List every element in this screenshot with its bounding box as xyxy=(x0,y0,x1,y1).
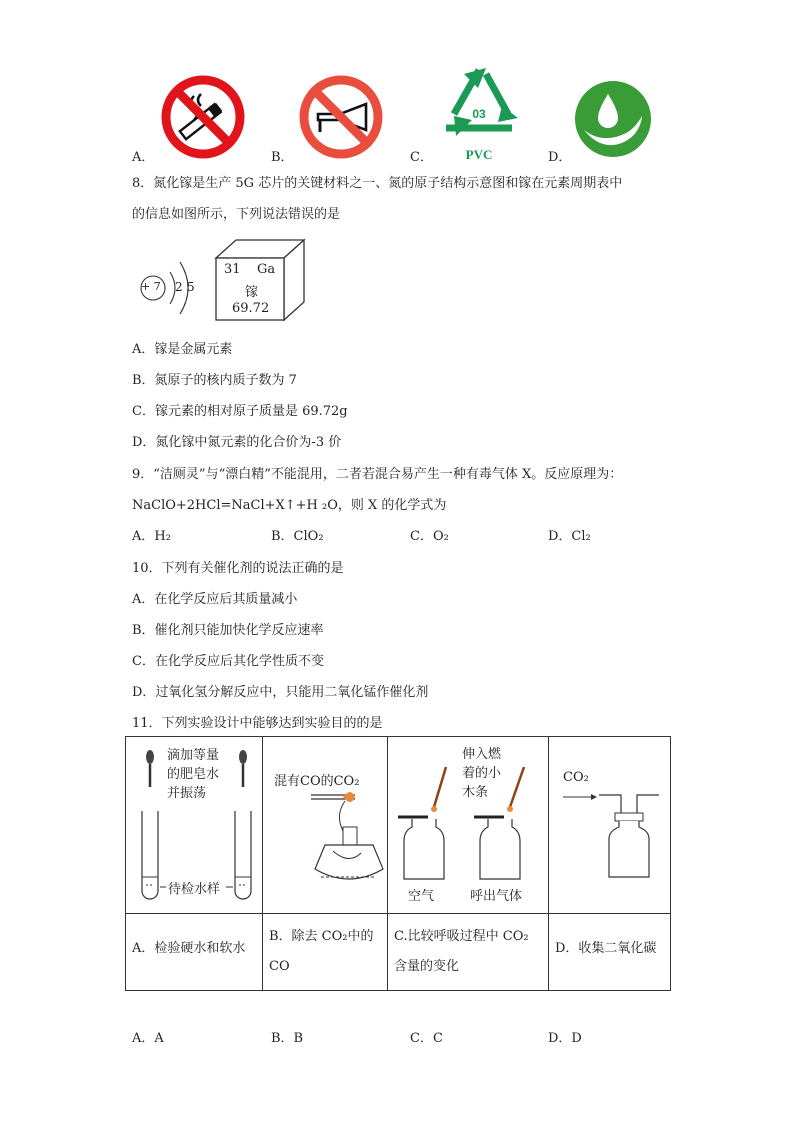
q9-stem-1: 9．“洁厕灵”与“漂白精”不能混用，二者若混合易产生一种有毒气体 X。反应原理为： xyxy=(132,467,623,482)
element-number: 31 xyxy=(224,262,241,277)
q8-option-a[interactable]: A．镓是金属元素 xyxy=(132,342,233,357)
q10-stem: 10．下列有关催化剂的说法正确的是 xyxy=(132,561,344,576)
fig-d-label: CO₂ xyxy=(563,770,589,785)
q7-option-c-letter[interactable]: C． xyxy=(410,150,433,165)
caption-d: D．收集二氧化碳 xyxy=(555,941,657,956)
experiment-table xyxy=(125,736,671,991)
water-saving-icon xyxy=(574,80,652,158)
q10-option-c[interactable]: C．在化学反应后其化学性质不变 xyxy=(132,654,324,669)
q10-option-a[interactable]: A．在化学反应后其质量减小 xyxy=(132,592,298,607)
fig-b-label: 混有CO的CO₂ xyxy=(274,774,360,789)
caption-b-cell xyxy=(263,914,388,991)
q9-option-b[interactable]: B．ClO₂ xyxy=(271,529,324,544)
q8-stem-2: 的信息如图所示，下列说法错误的是 xyxy=(132,207,341,222)
element-symbol: Ga xyxy=(257,262,276,277)
q9-stem-2: NaClO+2HCl=NaCl+X↑+H ₂O，则 X 的化学式为 xyxy=(132,498,447,513)
q8-option-b[interactable]: B．氮原子的核内质子数为 7 xyxy=(132,373,297,388)
q9-option-a[interactable]: A．H₂ xyxy=(132,529,171,544)
q7-option-a-letter[interactable]: A． xyxy=(132,150,155,165)
fig-a-label-2: 的肥皂水 xyxy=(167,767,220,782)
fig-a-cell xyxy=(126,737,263,914)
q11-option-d[interactable]: D．D xyxy=(548,1031,582,1046)
recycle-pvc-icon xyxy=(434,66,524,162)
q8-option-d[interactable]: D．氮化镓中氮元素的化合价为-3 价 xyxy=(132,435,342,450)
recycle-code: 03 xyxy=(472,107,486,121)
recycle-label: PVC xyxy=(465,147,493,162)
q7-option-d-letter[interactable]: D． xyxy=(548,150,572,165)
fig-b-cell xyxy=(263,737,388,914)
q10-option-b[interactable]: B．催化剂只能加快化学反应速率 xyxy=(132,623,324,638)
caption-b-line-2: CO xyxy=(269,959,290,974)
fig-c-label-1: 伸入燃 xyxy=(462,747,502,762)
q11-option-a[interactable]: A．A xyxy=(132,1031,164,1046)
caption-a: A．检验硬水和软水 xyxy=(132,941,246,956)
caption-c-line-2: 含量的变化 xyxy=(394,959,460,974)
no-smoking-icon xyxy=(160,74,246,160)
q9-option-d[interactable]: D．Cl₂ xyxy=(548,529,591,544)
fig-c-cell xyxy=(388,737,549,914)
no-horn-icon xyxy=(298,74,384,160)
q11-stem: 11．下列实验设计中能够达到实验目的的是 xyxy=(132,716,383,731)
caption-b-line-1: B．除去 CO₂中的 xyxy=(269,929,374,944)
fig-d-cell xyxy=(549,737,671,914)
shell-1-count: 2 xyxy=(175,280,183,294)
fig-a-label-1: 滴加等量 xyxy=(167,748,220,763)
fig-c-label-3: 木条 xyxy=(462,785,489,800)
nucleus-charge: + 7 xyxy=(141,280,161,293)
q8-stem-1: 8．氮化镓是生产 5G 芯片的关键材料之一、氮的原子结构示意图和镓在元素周期表中 xyxy=(132,176,623,191)
nitrogen-atom-diagram xyxy=(132,250,202,330)
q11-option-c[interactable]: C．C xyxy=(410,1031,443,1046)
caption-c-line-1: C.比较呼吸过程中 CO₂ xyxy=(394,929,529,944)
gas-bottle-figure xyxy=(549,737,670,914)
shell-2-count: 5 xyxy=(187,280,195,294)
q8-option-c[interactable]: C．镓元素的相对原子质量是 69.72g xyxy=(132,404,348,419)
caption-a-cell xyxy=(126,914,263,991)
element-name: 镓 xyxy=(245,285,259,300)
fig-c-left-label: 空气 xyxy=(408,889,435,904)
q10-option-d[interactable]: D．过氧化氢分解反应中，只能用二氧化锰作催化剂 xyxy=(132,685,429,700)
q7-option-b-letter[interactable]: B． xyxy=(271,150,294,165)
fig-c-right-label: 呼出气体 xyxy=(470,889,523,904)
caption-c-cell xyxy=(388,914,549,991)
alcohol-lamp-figure xyxy=(263,737,387,914)
fig-a-label-4: 待检水样 xyxy=(168,882,221,897)
fig-a-label-3: 并振荡 xyxy=(167,786,207,801)
caption-d-cell xyxy=(549,914,671,991)
q9-option-c[interactable]: C．O₂ xyxy=(410,529,449,544)
fig-c-label-2: 着的小 xyxy=(462,766,502,781)
element-mass: 69.72 xyxy=(232,301,270,316)
q11-option-b[interactable]: B．B xyxy=(271,1031,304,1046)
